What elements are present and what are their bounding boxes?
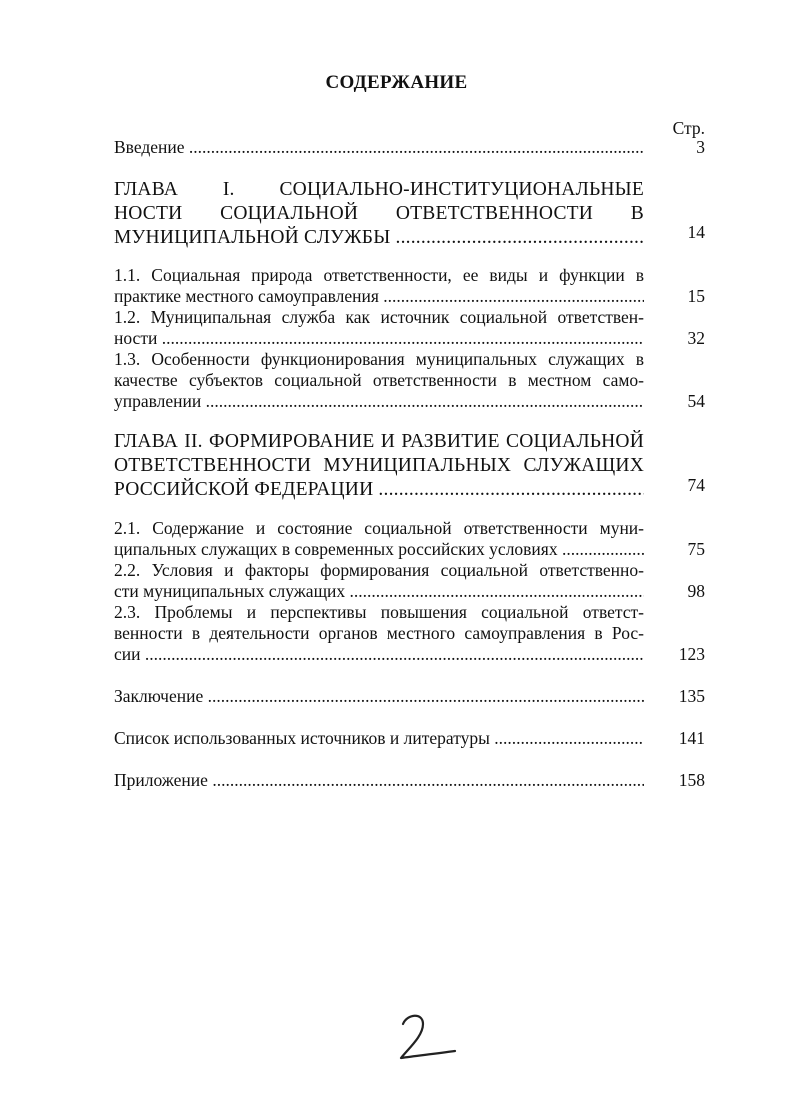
page-title: СОДЕРЖАНИЕ: [325, 72, 468, 93]
toc-entry-chapter-2: [114, 430, 644, 502]
toc-line: Приложение .....: [114, 770, 644, 791]
toc-entry-section-2-1: [114, 518, 644, 560]
toc-entry-chapter-1: [114, 178, 644, 250]
toc-entry-section-2-2: [114, 560, 644, 602]
toc-entry-appendix: [114, 770, 644, 791]
toc-page-number: 74: [687, 475, 705, 495]
toc-page-number: 54: [687, 391, 705, 411]
toc-entry-introduction: [114, 137, 644, 158]
toc-line: ГЛАВА II. ФОРМИРОВАНИЕ И РАЗВИТИЕ СОЦИАЛЬНОЙ: [114, 431, 644, 452]
toc-entry-section-2-3: [114, 602, 644, 665]
toc-page-number: 98: [687, 581, 705, 601]
toc-line: ности .....: [114, 328, 644, 349]
toc-line: 2.1. Содержание и состояние социальной ответственности муни-: [114, 518, 644, 538]
toc-line: 1.3. Особенности функционирования муниципальных служащих в: [114, 349, 644, 369]
toc-entry-references: [114, 728, 644, 749]
toc-page-number: 123: [678, 644, 705, 664]
toc-line: РОССИЙСКОЙ ФЕДЕРАЦИИ .....: [114, 478, 644, 502]
toc-entry-section-1-3: [114, 349, 644, 412]
toc-page-number: 32: [687, 328, 705, 348]
toc-page-number: 135: [678, 686, 705, 706]
toc-page-number: 3: [696, 137, 705, 157]
toc-line: венности в деятельности органов местного самоуправления в Рос-: [114, 623, 644, 643]
toc-line: Введение .....: [114, 137, 644, 158]
toc-line: ОТВЕТСТВЕННОСТИ МУНИЦИПАЛЬНЫХ СЛУЖАЩИХ: [114, 455, 644, 476]
toc-line: сти муниципальных служащих .....: [114, 581, 644, 602]
toc-line: Заключение .....: [114, 686, 644, 707]
toc-line: сии .....: [114, 644, 644, 665]
toc-entry-section-1-2: [114, 307, 644, 349]
handwritten-two-icon: [393, 1008, 463, 1068]
toc-page-number: 14: [687, 222, 705, 242]
toc-line: 2.3. Проблемы и перспективы повышения социальной ответст-: [114, 602, 644, 622]
toc-page-number: 141: [678, 728, 705, 748]
toc-entry-section-1-1: [114, 265, 644, 307]
toc-line: практике местного самоуправления .....: [114, 286, 644, 307]
toc-line: ГЛАВА I. СОЦИАЛЬНО-ИНСТИТУЦИОНАЛЬНЫЕ: [114, 179, 644, 200]
toc-line: управлении .....: [114, 391, 644, 412]
toc-page-number: 158: [678, 770, 705, 790]
handwritten-page-number: [393, 1008, 463, 1073]
toc-entry-conclusion: [114, 686, 644, 707]
toc-line: ципальных служащих в современных российских условиях .....: [114, 539, 644, 560]
toc-line: качестве субъектов социальной ответственности в местном само-: [114, 370, 644, 390]
toc-line: НОСТИ СОЦИАЛЬНОЙ ОТВЕТСТВЕННОСТИ В: [114, 203, 644, 224]
toc-page-number: 15: [687, 286, 705, 306]
page-column-header: Стр.: [672, 118, 705, 138]
toc-line: Список использованных источников и литературы .....: [114, 728, 644, 749]
toc-line: 1.1. Социальная природа ответственности, ее виды и функции в: [114, 265, 644, 285]
toc-line: 1.2. Муниципальная служба как источник социальной ответствен-: [114, 307, 644, 327]
toc-line: 2.2. Условия и факторы формирования социальной ответственно-: [114, 560, 644, 580]
toc-line: МУНИЦИПАЛЬНОЙ СЛУЖБЫ .....: [114, 226, 644, 250]
toc-page-number: 75: [687, 539, 705, 559]
